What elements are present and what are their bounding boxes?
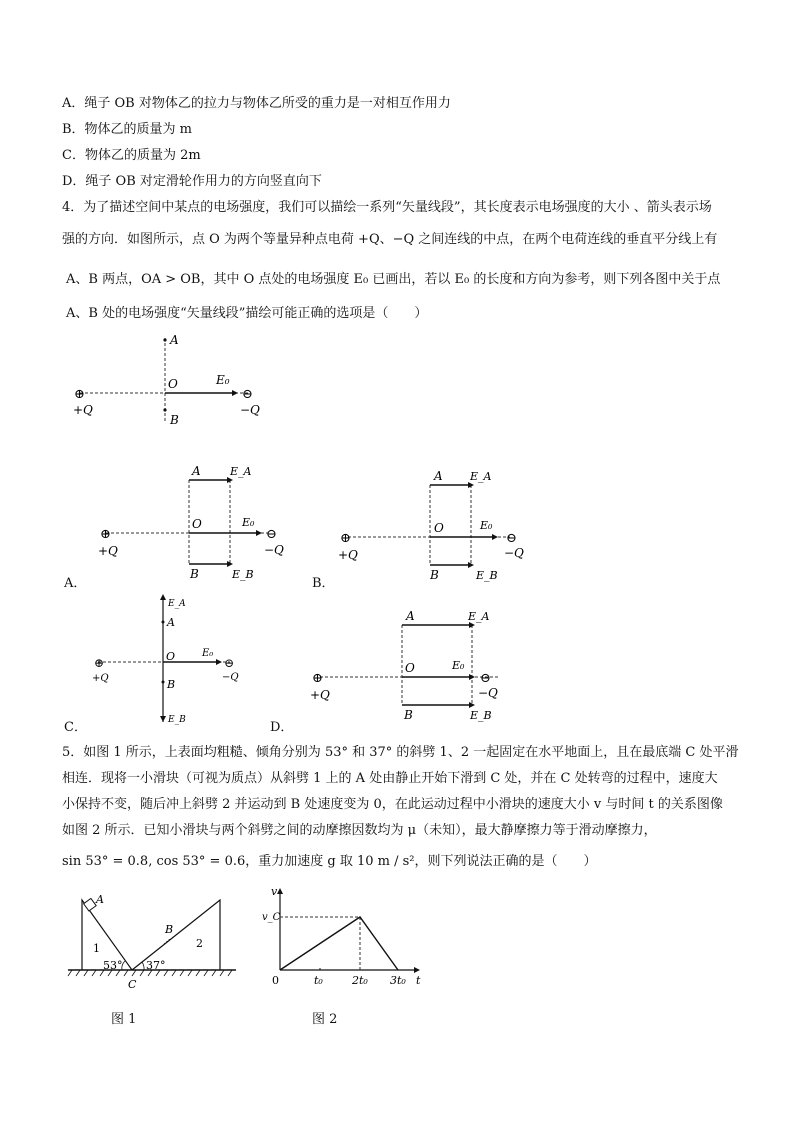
option-a-label: A． xyxy=(64,576,87,591)
svg-text:B: B xyxy=(167,678,176,691)
plus-charge-symbol: ⊕ xyxy=(74,387,85,402)
svg-text:E_B: E_B xyxy=(232,568,254,581)
figure-1-caption: 图 1 xyxy=(111,1012,137,1027)
svg-text:+Q: +Q xyxy=(310,688,330,702)
v-t-curve xyxy=(280,917,398,970)
svg-text:⊖: ⊖ xyxy=(224,656,235,670)
point-o: O xyxy=(168,377,178,391)
svg-text:2: 2 xyxy=(196,937,203,950)
minus-charge-label: −Q xyxy=(240,403,260,417)
q5-line-5: sin 53° = 0.8, cos 53° = 0.6，重力加速度 g 取 10 m / s²，则下列说法正确的是（ ） xyxy=(62,854,597,869)
q3-option-d: D．绳子 OB 对定滑轮作用力的方向竖直向下 xyxy=(62,174,322,189)
svg-text:0: 0 xyxy=(272,974,279,987)
point-a: A xyxy=(170,333,179,347)
svg-text:E₀: E₀ xyxy=(480,519,493,532)
svg-text:O: O xyxy=(192,517,202,531)
svg-text:B: B xyxy=(430,568,439,582)
svg-text:t: t xyxy=(416,974,421,987)
svg-text:B: B xyxy=(404,708,413,722)
svg-text:3t₀: 3t₀ xyxy=(390,974,406,987)
q5-figure-1 xyxy=(66,890,246,1000)
svg-text:−Q: −Q xyxy=(478,686,498,700)
svg-text:⊕: ⊕ xyxy=(340,531,351,546)
svg-text:+Q: +Q xyxy=(98,544,118,558)
q3-option-a: A．绳子 OB 对物体乙的拉力与物体乙所受的重力是一对相互作用力 xyxy=(62,96,451,111)
q3-option-c: C．物体乙的质量为 2m xyxy=(62,148,201,163)
svg-text:⊕: ⊕ xyxy=(94,656,105,670)
svg-text:−Q: −Q xyxy=(222,672,239,683)
svg-text:⊖: ⊖ xyxy=(480,671,491,686)
q4-line-2: 强的方向．如图所示，点 O 为两个等量异种点电荷 +Q、−Q 之间连线的中点，在两个电荷连线的垂直平分线上有 xyxy=(62,232,718,247)
svg-text:A: A xyxy=(192,464,201,478)
svg-text:O: O xyxy=(405,661,415,675)
svg-text:v: v xyxy=(271,885,278,898)
svg-text:A: A xyxy=(406,609,415,623)
svg-text:E_B: E_B xyxy=(476,569,498,582)
svg-text:O: O xyxy=(434,521,444,535)
svg-text:⊕: ⊕ xyxy=(312,671,323,686)
svg-text:O: O xyxy=(166,650,176,663)
svg-text:−Q: −Q xyxy=(504,546,524,560)
svg-text:⊖: ⊖ xyxy=(266,527,277,542)
svg-text:A: A xyxy=(96,893,104,906)
q4-line-3: A、B 两点，OA > OB，其中 O 点处的电场强度 E₀ 已画出，若以 E₀ 的长度和方向为参考，则下列各图中关于点 xyxy=(66,272,721,287)
svg-text:A: A xyxy=(434,469,443,483)
option-b-label: B． xyxy=(312,576,335,591)
svg-text:1: 1 xyxy=(93,942,100,955)
slider-block xyxy=(84,898,97,911)
q4-reference-figure xyxy=(70,330,270,430)
svg-text:E_A: E_A xyxy=(168,599,186,609)
q4-line-1: 4．为了描述空间中某点的电场强度，我们可以描绘一系列“矢量线段”，其长度表示电场强度的大小 、箭头表示场 xyxy=(62,200,712,215)
svg-text:⊖: ⊖ xyxy=(506,531,517,546)
e0-label: E₀ xyxy=(216,373,230,387)
svg-text:⊕: ⊕ xyxy=(100,527,111,542)
svg-text:53°: 53° xyxy=(103,959,123,972)
q4-option-b-figure xyxy=(334,465,534,585)
q5-line-3: 小保持不变，随后冲上斜劈 2 并运动到 B 处速度变为 0，在此运动过程中小滑块的速度大小 v 与时间 t 的关系图像 xyxy=(62,797,723,812)
minus-charge-symbol: ⊖ xyxy=(242,387,253,402)
svg-text:E₀: E₀ xyxy=(202,648,214,659)
option-c-label: C． xyxy=(64,720,87,735)
q5-line-1: 5．如图 1 所示，上表面均粗糙、倾角分别为 53° 和 37° 的斜劈 1、2 一起固定在水平地面上，且在最底端 C 处平滑 xyxy=(62,745,739,760)
q5-line-2: 相连．现将一小滑块（可视为质点）从斜劈 1 上的 A 处由静止开始下滑到 C 处，并在 C 处转弯的过程中，速度大 xyxy=(62,771,718,786)
figure-2-caption: 图 2 xyxy=(312,1012,338,1027)
svg-text:E_B: E_B xyxy=(470,709,492,722)
svg-text:E_A: E_A xyxy=(468,610,490,623)
svg-text:t₀: t₀ xyxy=(314,974,323,987)
svg-text:37°: 37° xyxy=(146,959,166,972)
q4-option-c-figure xyxy=(88,592,248,727)
option-d-label: D． xyxy=(270,720,294,735)
svg-text:B: B xyxy=(165,923,174,936)
svg-text:v_C: v_C xyxy=(262,912,281,923)
svg-text:E₀: E₀ xyxy=(452,659,465,672)
svg-text:B: B xyxy=(190,567,199,581)
q4-option-d-figure xyxy=(306,605,516,725)
svg-text:−Q: −Q xyxy=(264,543,284,557)
svg-text:A: A xyxy=(167,616,175,629)
plus-charge-label: +Q xyxy=(73,403,93,417)
q5-line-4: 如图 2 所示．已知小滑块与两个斜劈之间的动摩擦因数均为 μ（未知），最大静摩擦力等于滑动摩擦力， xyxy=(62,823,657,838)
q4-option-a-figure xyxy=(92,460,292,580)
svg-text:E_A: E_A xyxy=(470,470,492,483)
q5-figure-2 xyxy=(258,880,428,1000)
svg-text:C: C xyxy=(128,978,137,991)
svg-text:+Q: +Q xyxy=(92,673,109,684)
q4-line-4: A、B 处的电场强度“矢量线段”描绘可能正确的选项是（ ） xyxy=(66,306,428,321)
q3-option-b: B．物体乙的质量为 m xyxy=(62,122,193,137)
svg-text:E₀: E₀ xyxy=(242,516,255,529)
svg-text:2t₀: 2t₀ xyxy=(352,974,368,987)
svg-text:E_B: E_B xyxy=(168,715,186,725)
svg-text:E_A: E_A xyxy=(230,465,252,478)
point-b: B xyxy=(170,413,179,427)
svg-text:+Q: +Q xyxy=(338,548,358,562)
